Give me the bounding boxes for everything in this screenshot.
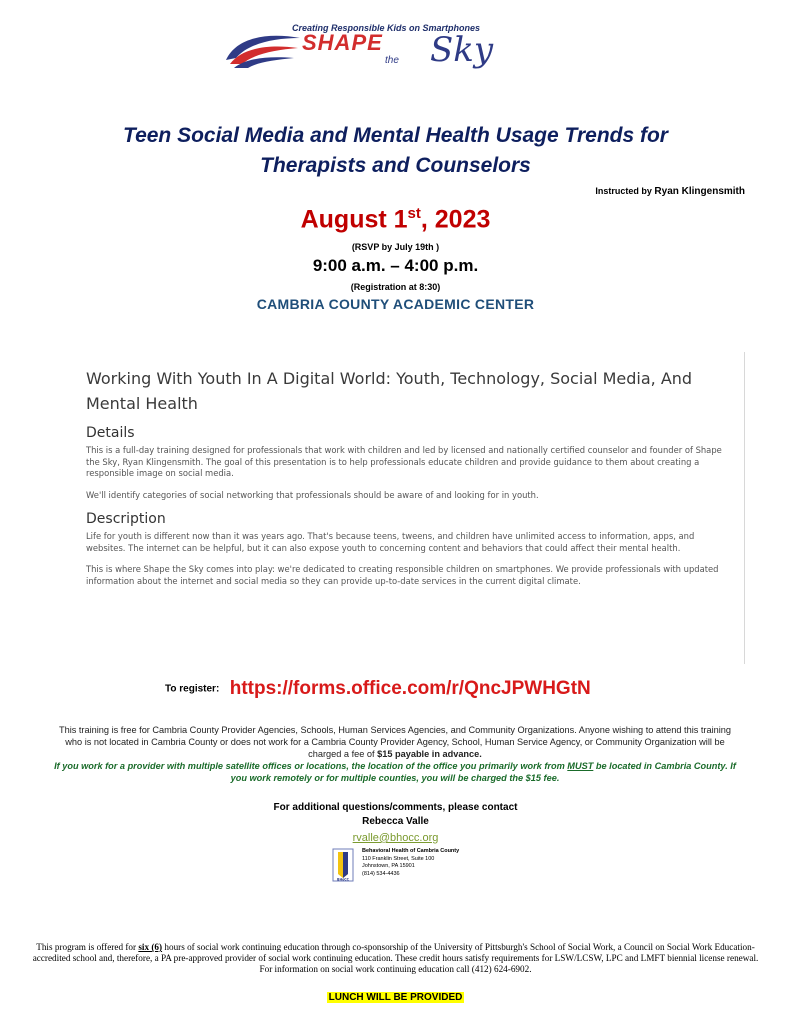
logo-shape-word: SHAPE xyxy=(302,30,383,55)
details-paragraph-1: This is a full-day training designed for professionals that work with children and led by licensed and nationally certified counselor and founder of Shape the Sky, Ryan Klingensmith. The goal of this presentation is to help professionals educate children and provide guidance to them about creating a responsible image on social media. xyxy=(86,445,722,478)
bhocc-logo-icon xyxy=(332,848,354,882)
event-date xyxy=(0,205,791,234)
description-heading: Description xyxy=(86,511,166,527)
register-link[interactable]: https://forms.office.com/r/QncJPWHGtN xyxy=(229,678,591,699)
logo-tagline: Creating Responsible Kids on Smartphones xyxy=(292,23,481,33)
event-date-main: August 1 xyxy=(300,205,408,234)
logo-swoosh-icon xyxy=(222,30,302,74)
details-heading: Details xyxy=(86,425,135,441)
contact-email-link[interactable]: rvalle@bhocc.org xyxy=(352,832,439,844)
rsvp-deadline: (RSVP by July 19th ) xyxy=(351,242,440,252)
lunch-notice xyxy=(0,992,791,1003)
description-paragraph-1: Life for youth is different now than it was years ago. That's because teens, tweens, and children have unlimited access to information, apps, and websites. The internet can be helpful, but it can also expose youth to concerning content and behaviors that could affect their mental health. xyxy=(86,531,695,553)
ce-credit-footer xyxy=(30,942,761,975)
details-paragraph-2: We'll identify categories of social networking that professionals should be aware of and looking for in youth. xyxy=(86,489,539,500)
bhocc-logo-text: BHoCC xyxy=(337,877,349,882)
registration-time: (Registration at 8:30) xyxy=(350,282,441,292)
location-notice-part-1: If you work for a provider with multiple satellite offices or locations, the location of the office you primarily work from xyxy=(54,761,568,771)
logo-sky-word: Sky xyxy=(430,30,494,70)
event-date-year: , 2023 xyxy=(420,205,491,234)
instructor-name: Ryan Klingensmith xyxy=(654,186,745,197)
footer-hours: six (6) xyxy=(138,942,163,952)
event-time: 9:00 a.m. – 4:00 p.m. xyxy=(312,256,479,275)
location-notice xyxy=(50,760,740,784)
instructor-credit xyxy=(595,186,745,197)
org-city: Johnstown, PA 15901 xyxy=(362,863,415,869)
footer-part-2: hours of social work continuing education through co-sponsorship of the University of Pittsburgh's School of Social Work, a Council on Social Work Education-accredited school and, therefore, a PA pre-approved provider of social work continuing education. These credit hours satisfy requirements for LSW/LCSW, LPC and LMFT biennial license renewal. For information on social work continuing education call (412) 624-6902. xyxy=(32,942,759,974)
description-paragraph-2: This is where Shape the Sky comes into play: we're dedicated to creating responsible children on smartphones. We provide professionals with updated information about the internet and social media so they can provide up-to-date services in the current digital climate. xyxy=(86,564,719,586)
location-notice-part-2: be located in Cambria County. If you work remotely or for multiple counties, you will be charged the $15 fee. xyxy=(230,761,736,783)
location-notice-must: MUST xyxy=(567,761,594,771)
logo-the-word: the xyxy=(385,55,399,66)
org-street: 110 Franklin Street, Suite 100 xyxy=(362,855,435,862)
instructor-prefix: Instructed by xyxy=(595,186,652,196)
register-label: To register: xyxy=(165,683,220,695)
footer-part-1: This program is offered for xyxy=(36,942,139,952)
event-venue: CAMBRIA COUNTY ACADEMIC CENTER xyxy=(256,296,535,312)
fee-information xyxy=(50,724,740,784)
page-title xyxy=(0,121,791,181)
contact-heading: For additional questions/comments, please contact xyxy=(273,802,518,813)
title-line-2: Therapists and Counselors xyxy=(260,154,531,177)
snippet-title: Working With Youth In A Digital World: Youth, Technology, Social Media, And Mental Health xyxy=(86,369,693,413)
org-name: Behavioral Health of Cambria County xyxy=(362,848,460,854)
register-row xyxy=(165,678,591,700)
fee-amount: $15 payable in advance. xyxy=(377,749,482,759)
lunch-notice-text: LUNCH WILL BE PROVIDED xyxy=(328,992,463,1003)
contact-name: Rebecca Valle xyxy=(362,816,429,827)
org-phone: (814) 534-4436 xyxy=(362,870,400,877)
event-date-suffix: st xyxy=(407,205,421,222)
event-description-snippet xyxy=(80,352,745,664)
title-line-1: Teen Social Media and Mental Health Usage Trends for xyxy=(123,124,668,147)
fee-text: This training is free for Cambria County Provider Agencies, Schools, Human Services Agencies, and Community Organizations. Anyone wishing to attend this training who is not located in Cambria County or does not work for a Cambria County Provider Agency, School, Human Service Agency, or Community Organization will be charged a fee of xyxy=(58,725,732,759)
org-address xyxy=(362,848,459,878)
